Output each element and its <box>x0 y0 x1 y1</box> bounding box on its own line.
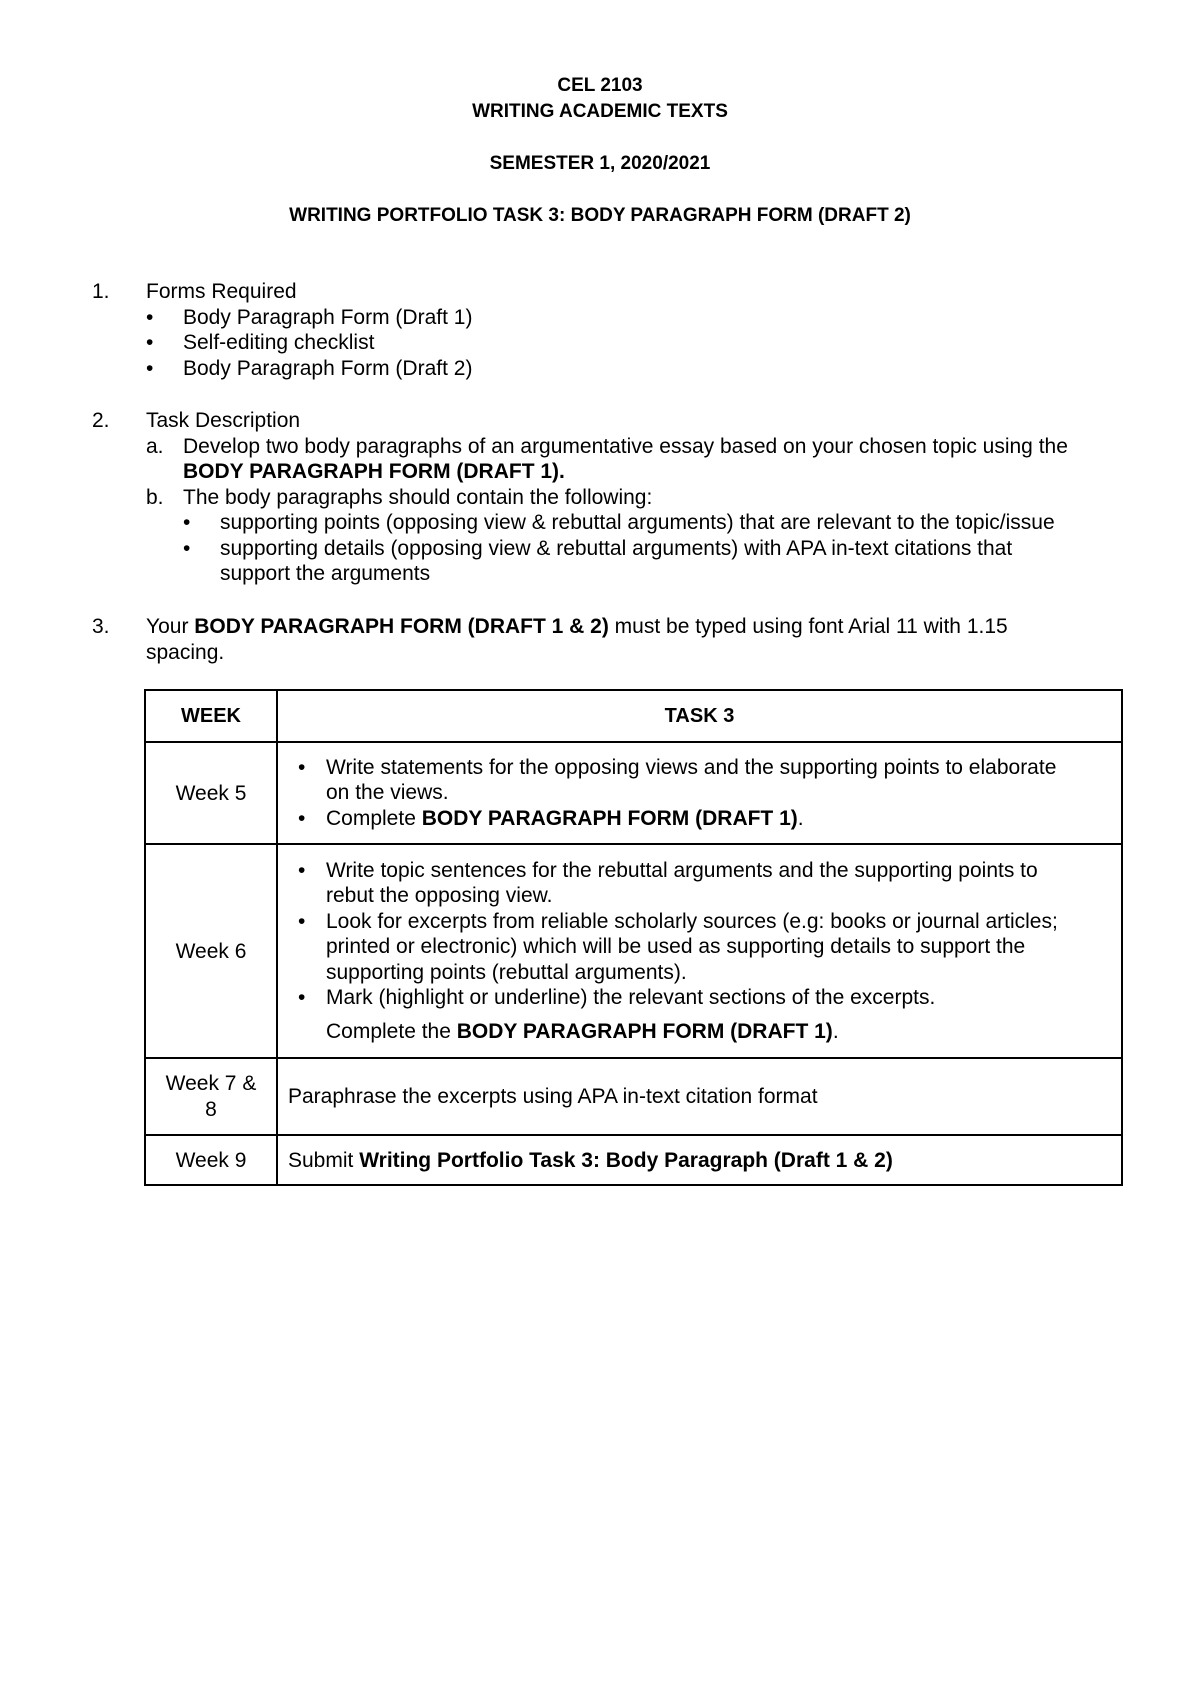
table-row <box>145 1135 1122 1185</box>
list-item: • Body Paragraph Form (Draft 1) <box>146 305 473 329</box>
task-title: WRITING PORTFOLIO TASK 3: BODY PARAGRAPH FORM (DRAFT 2) <box>289 205 911 226</box>
week-cell: Week 5 <box>145 742 277 844</box>
subitem-b: b. The body paragraphs should contain the following: • supporting points (opposing view & rebuttal arguments) that are relevant to the topic/issue • supporting details (opposing view & rebuttal arguments) with APA in-text citations that support the arguments <box>146 485 1136 587</box>
table-header-row <box>145 690 1122 742</box>
list-item: • Look for excerpts from reliable scholarly sources (e.g: books or journal articles; printed or electronic) which will be used as supporting details to support the supporting points (rebuttal arguments). <box>298 909 1058 984</box>
bullet-icon: • <box>298 806 306 830</box>
task-cell <box>277 844 1122 1058</box>
section1-forms-required <box>146 279 1136 381</box>
week-cell: Week 7 & 8 <box>145 1058 277 1135</box>
section3-format-note: Your BODY PARAGRAPH FORM (DRAFT 1 & 2) must be typed using font Arial 11 with 1.15 spacing. <box>146 615 1008 664</box>
bullet-icon: • <box>298 909 306 933</box>
task-cell: Paraphrase the excerpts using APA in-text citation format <box>277 1058 1122 1135</box>
subitem-a: a. Develop two body paragraphs of an argumentative essay based on your chosen topic using the BODY PARAGRAPH FORM (DRAFT 1). <box>146 434 1068 483</box>
course-code: CEL 2103 <box>557 75 643 96</box>
bullet-icon: • <box>146 331 154 354</box>
section2-heading: Task Description <box>146 409 301 432</box>
bullet-icon: • <box>298 986 306 1010</box>
list-item: • Write statements for the opposing views and the supporting points to elaborate on the views. <box>298 755 1057 805</box>
list-item: • Body Paragraph Form (Draft 2) <box>146 356 473 380</box>
bullet-icon: • <box>183 511 191 534</box>
bullet-icon: • <box>146 305 154 329</box>
list-item: • Self-editing checklist <box>146 331 375 354</box>
task-cell: Submit Writing Portfolio Task 3: Body Paragraph (Draft 1 & 2) <box>277 1135 1122 1185</box>
column-header-week: WEEK <box>145 690 277 742</box>
list-item: • Complete BODY PARAGRAPH FORM (DRAFT 1). <box>298 806 804 830</box>
section1-heading: Forms Required <box>146 280 297 303</box>
table-row <box>145 742 1122 844</box>
section2-task-description <box>146 408 1136 587</box>
bullet-icon: • <box>183 536 191 560</box>
bullet-icon: • <box>298 858 306 882</box>
complete-form-note: Complete the BODY PARAGRAPH FORM (DRAFT 1). <box>326 1019 839 1043</box>
list-item: • Mark (highlight or underline) the relevant sections of the excerpts. <box>298 986 936 1010</box>
list-item: • Write topic sentences for the rebuttal arguments and the supporting points to rebut the opposing view. <box>298 858 1038 908</box>
semester-heading: SEMESTER 1, 2020/2021 <box>489 153 711 174</box>
table-row <box>145 844 1122 1058</box>
bullet-icon: • <box>298 755 306 779</box>
task-schedule-table <box>144 689 1123 1186</box>
list-item: • supporting points (opposing view & rebuttal arguments) that are relevant to the topic/issue <box>183 511 1055 534</box>
week-cell: Week 6 <box>145 844 277 1058</box>
table-row <box>145 1058 1122 1135</box>
task-cell <box>277 742 1122 844</box>
list-item-continuation: support the arguments <box>220 562 431 585</box>
section3-number: 3. <box>92 615 110 638</box>
section1-number: 1. <box>92 280 110 303</box>
list-item: • supporting details (opposing view & rebuttal arguments) with APA in-text citations that <box>183 536 1013 560</box>
bullet-icon: • <box>146 356 154 380</box>
section2-number: 2. <box>92 409 110 432</box>
week-cell: Week 9 <box>145 1135 277 1185</box>
course-title: WRITING ACADEMIC TEXTS <box>472 101 728 122</box>
column-header-task: TASK 3 <box>277 690 1122 742</box>
